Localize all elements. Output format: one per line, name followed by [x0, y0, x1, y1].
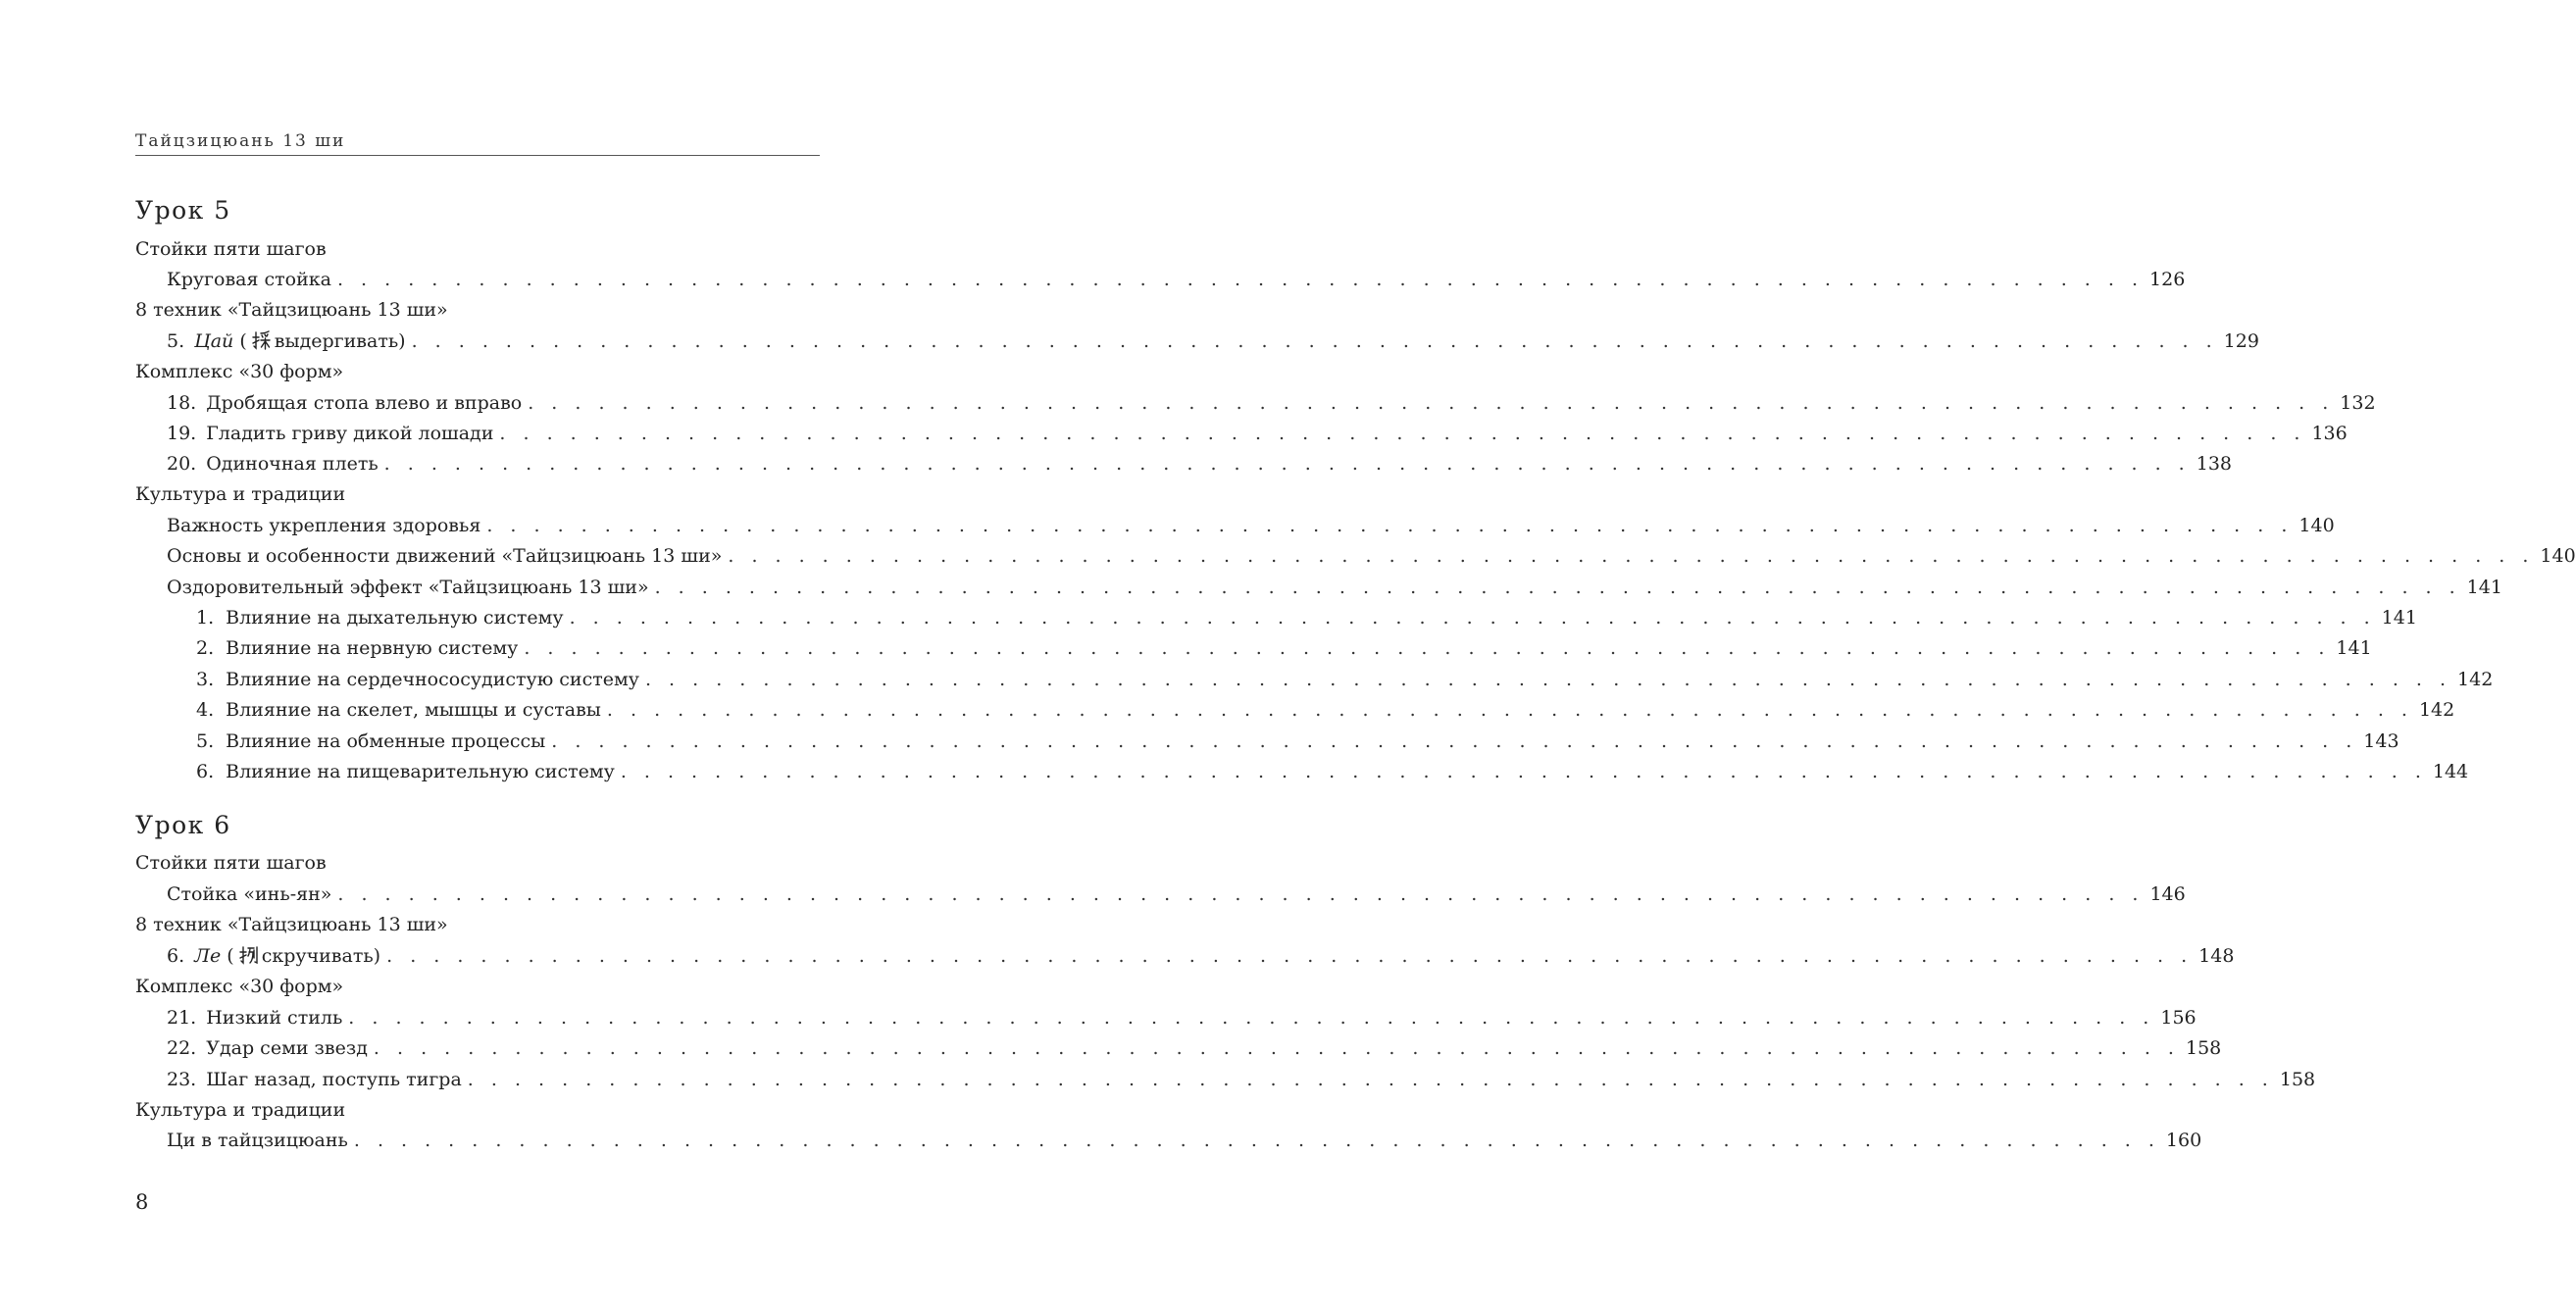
paren-open: ( [239, 330, 247, 352]
page-number: 158 [2185, 1037, 2222, 1059]
entry-label: Круговая стойка [167, 269, 331, 290]
entry-label: Влияние на дыхательную систему [226, 607, 564, 628]
page-number: 158 [2279, 1069, 2316, 1090]
entry-label: Влияние на сердечнососудистую систему [226, 669, 639, 690]
dot-leader: . . . . . . . . . . . . . . . . . . . . . . . . . . . . . . . . . . . . . . . . . . . . . . . . . . . . . . . . . . . . . . . . . . . . . . . . . . . . . [337, 883, 2145, 905]
dot-leader: . . . . . . . . . . . . . . . . . . . . . . . . . . . . . . . . . . . . . . . . . . . . . . . . . . . . . . . . . . . . . . . . . . . . . . . . . . . . . [383, 453, 2191, 475]
section-heading: 8 техник «Тайцзицюань 13 ши» [135, 299, 448, 321]
dot-leader: . . . . . . . . . . . . . . . . . . . . . . . . . . . . . . . . . . . . . . . . . . . . . . . . . . . . . . . . . . . . . . . . . . . . . . . . . . . . . [728, 545, 2535, 567]
entry-label [194, 327, 405, 355]
page-number: 136 [2311, 423, 2348, 444]
dot-leader: . . . . . . . . . . . . . . . . . . . . . . . . . . . . . . . . . . . . . . . . . . . . . . . . . . . . . . . . . . . . . . . . . . . . . . . . . . . . . [373, 1037, 2180, 1059]
entry-label: Гладить гриву дикой лошади [206, 423, 494, 444]
toc-subentry[interactable] [196, 604, 2417, 631]
entry-label: Стойка «инь-ян» [167, 883, 332, 905]
page-number: 140 [2540, 545, 2576, 567]
page-number: 148 [2198, 945, 2235, 967]
chinese-character-cai-icon [251, 330, 271, 350]
entry-label-rest: выдергивать) [274, 330, 406, 352]
page-folio: 8 [135, 1190, 149, 1214]
dot-leader: . . . . . . . . . . . . . . . . . . . . . . . . . . . . . . . . . . . . . . . . . . . . . . . . . . . . . . . . . . . . . . . . . . . . . . . . . . . . . [606, 699, 2413, 721]
dot-leader: . . . . . . . . . . . . . . . . . . . . . . . . . . . . . . . . . . . . . . . . . . . . . . . . . . . . . . . . . . . . . . . . . . . . . . . . . . . . . [411, 330, 2218, 352]
entry-number: 23. [167, 1069, 197, 1090]
entry-label: Шаг назад, поступь тигра [206, 1069, 462, 1090]
entry-number: 5. [196, 730, 215, 752]
toc-entry[interactable] [167, 1127, 2202, 1154]
page-number: 156 [2160, 1007, 2197, 1029]
entry-label: Одиночная плеть [206, 453, 379, 475]
toc-entry[interactable] [167, 512, 2335, 539]
entry-label: Важность укрепления здоровья [167, 515, 481, 536]
dot-leader: . . . . . . . . . . . . . . . . . . . . . . . . . . . . . . . . . . . . . . . . . . . . . . . . . . . . . . . . . . . . . . . . . . . . . . . . . . . . . [499, 423, 2306, 444]
entry-number: 20. [167, 453, 197, 475]
dot-leader: . . . . . . . . . . . . . . . . . . . . . . . . . . . . . . . . . . . . . . . . . . . . . . . . . . . . . . . . . . . . . . . . . . . . . . . . . . . . . [467, 1069, 2274, 1090]
entry-label: Дробящая стопа влево и вправо [206, 392, 523, 414]
toc-entry[interactable] [167, 574, 2502, 601]
page-number: 140 [2298, 515, 2335, 536]
section-heading: Комплекс «30 форм» [135, 976, 344, 997]
entry-number: 2. [196, 637, 215, 659]
toc-entry[interactable] [167, 880, 2186, 908]
toc-entry[interactable] [167, 1066, 2316, 1093]
page-number: 146 [2149, 883, 2186, 905]
page-number: 126 [2149, 269, 2186, 290]
entry-number: 4. [196, 699, 215, 721]
entry-label: Основы и особенности движений «Тайцзицюань 13 ши» [167, 545, 723, 567]
dot-leader: . . . . . . . . . . . . . . . . . . . . . . . . . . . . . . . . . . . . . . . . . . . . . . . . . . . . . . . . . . . . . . . . . . . . . . . . . . . . . [524, 637, 2331, 659]
running-head [135, 131, 820, 156]
page-number: 144 [2432, 761, 2469, 782]
page-number: 138 [2196, 453, 2232, 475]
dot-leader: . . . . . . . . . . . . . . . . . . . . . . . . . . . . . . . . . . . . . . . . . . . . . . . . . . . . . . . . . . . . . . . . . . . . . . . . . . . . . [654, 577, 2461, 598]
page-number: 141 [2381, 607, 2417, 628]
entry-label: Влияние на пищеварительную систему [226, 761, 615, 782]
dot-leader: . . . . . . . . . . . . . . . . . . . . . . . . . . . . . . . . . . . . . . . . . . . . . . . . . . . . . . . . . . . . . . . . . . . . . . . . . . . . . [569, 607, 2376, 628]
toc-entry[interactable] [167, 266, 2186, 293]
toc-subentry[interactable] [196, 728, 2399, 755]
page-number: 132 [2340, 392, 2376, 414]
toc-subentry[interactable] [196, 696, 2455, 724]
toc-subentry[interactable] [196, 758, 2469, 785]
entry-number: 5. [167, 330, 185, 352]
entry-label: Низкий стиль [206, 1007, 343, 1029]
section-heading: 8 техник «Тайцзицюань 13 ши» [135, 914, 448, 935]
page-number: 142 [2418, 699, 2455, 721]
dot-leader: . . . . . . . . . . . . . . . . . . . . . . . . . . . . . . . . . . . . . . . . . . . . . . . . . . . . . . . . . . . . . . . . . . . . . . . . . . . . . [486, 515, 2294, 536]
entry-label: Оздоровительный эффект «Тайцзицюань 13 ши» [167, 577, 649, 598]
page-number: 141 [2466, 577, 2502, 598]
entry-number: 3. [196, 669, 215, 690]
entry-number: 6. [196, 761, 215, 782]
paren-open: ( [227, 945, 234, 967]
technique-term: Цай [194, 330, 234, 352]
dot-leader: . . . . . . . . . . . . . . . . . . . . . . . . . . . . . . . . . . . . . . . . . . . . . . . . . . . . . . . . . . . . . . . . . . . . . . . . . . . . . [386, 945, 2194, 967]
running-head-title: Тайцзицюань 13 ши [135, 131, 346, 151]
page-number: 129 [2223, 330, 2259, 352]
lesson-title: Урок 6 [135, 811, 231, 839]
toc-entry[interactable] [167, 942, 2235, 970]
toc-entry[interactable] [167, 1004, 2197, 1031]
entry-label: Удар семи звезд [206, 1037, 368, 1059]
dot-leader: . . . . . . . . . . . . . . . . . . . . . . . . . . . . . . . . . . . . . . . . . . . . . . . . . . . . . . . . . . . . . . . . . . . . . . . . . . . . . [348, 1007, 2155, 1029]
dot-leader: . . . . . . . . . . . . . . . . . . . . . . . . . . . . . . . . . . . . . . . . . . . . . . . . . . . . . . . . . . . . . . . . . . . . . . . . . . . . . [620, 761, 2427, 782]
entry-number: 21. [167, 1007, 197, 1029]
section-heading: Стойки пяти шагов [135, 852, 327, 874]
dot-leader: . . . . . . . . . . . . . . . . . . . . . . . . . . . . . . . . . . . . . . . . . . . . . . . . . . . . . . . . . . . . . . . . . . . . . . . . . . . . . [551, 730, 2358, 752]
entry-label: Ци в тайцзицюань [167, 1130, 348, 1151]
toc-entry[interactable] [167, 389, 2376, 417]
entry-label: Влияние на нервную систему [226, 637, 519, 659]
dot-leader: . . . . . . . . . . . . . . . . . . . . . . . . . . . . . . . . . . . . . . . . . . . . . . . . . . . . . . . . . . . . . . . . . . . . . . . . . . . . . [528, 392, 2335, 414]
section-heading: Культура и традиции [135, 1099, 346, 1121]
toc-entry[interactable] [167, 1034, 2222, 1062]
entry-number: 19. [167, 423, 197, 444]
technique-term: Ле [194, 945, 222, 967]
entry-number: 6. [167, 945, 185, 967]
toc-entry[interactable] [167, 327, 2259, 355]
entry-number: 22. [167, 1037, 197, 1059]
toc-subentry[interactable] [196, 666, 2494, 693]
entry-number: 18. [167, 392, 197, 414]
entry-label [194, 942, 380, 970]
section-heading: Культура и традиции [135, 483, 346, 505]
lesson-title: Урок 5 [135, 196, 231, 225]
chinese-character-lie-icon [238, 945, 258, 965]
section-heading: Стойки пяти шагов [135, 238, 327, 260]
toc-entry[interactable] [167, 450, 2232, 478]
dot-leader: . . . . . . . . . . . . . . . . . . . . . . . . . . . . . . . . . . . . . . . . . . . . . . . . . . . . . . . . . . . . . . . . . . . . . . . . . . . . . [353, 1130, 2160, 1151]
toc-entry[interactable] [167, 542, 2576, 570]
dot-leader: . . . . . . . . . . . . . . . . . . . . . . . . . . . . . . . . . . . . . . . . . . . . . . . . . . . . . . . . . . . . . . . . . . . . . . . . . . . . . [336, 269, 2145, 290]
entry-label: Влияние на скелет, мышцы и суставы [226, 699, 601, 721]
page-number: 141 [2336, 637, 2372, 659]
section-heading: Комплекс «30 форм» [135, 361, 344, 382]
page-number: 160 [2165, 1130, 2202, 1151]
entry-number: 1. [196, 607, 215, 628]
page-number: 142 [2457, 669, 2494, 690]
dot-leader: . . . . . . . . . . . . . . . . . . . . . . . . . . . . . . . . . . . . . . . . . . . . . . . . . . . . . . . . . . . . . . . . . . . . . . . . . . . . . [644, 669, 2452, 690]
entry-label-rest: скручивать) [261, 945, 381, 967]
page-number: 143 [2363, 730, 2399, 752]
toc-subentry[interactable] [196, 634, 2372, 662]
entry-label: Влияние на обменные процессы [226, 730, 546, 752]
toc-entry[interactable] [167, 420, 2348, 447]
